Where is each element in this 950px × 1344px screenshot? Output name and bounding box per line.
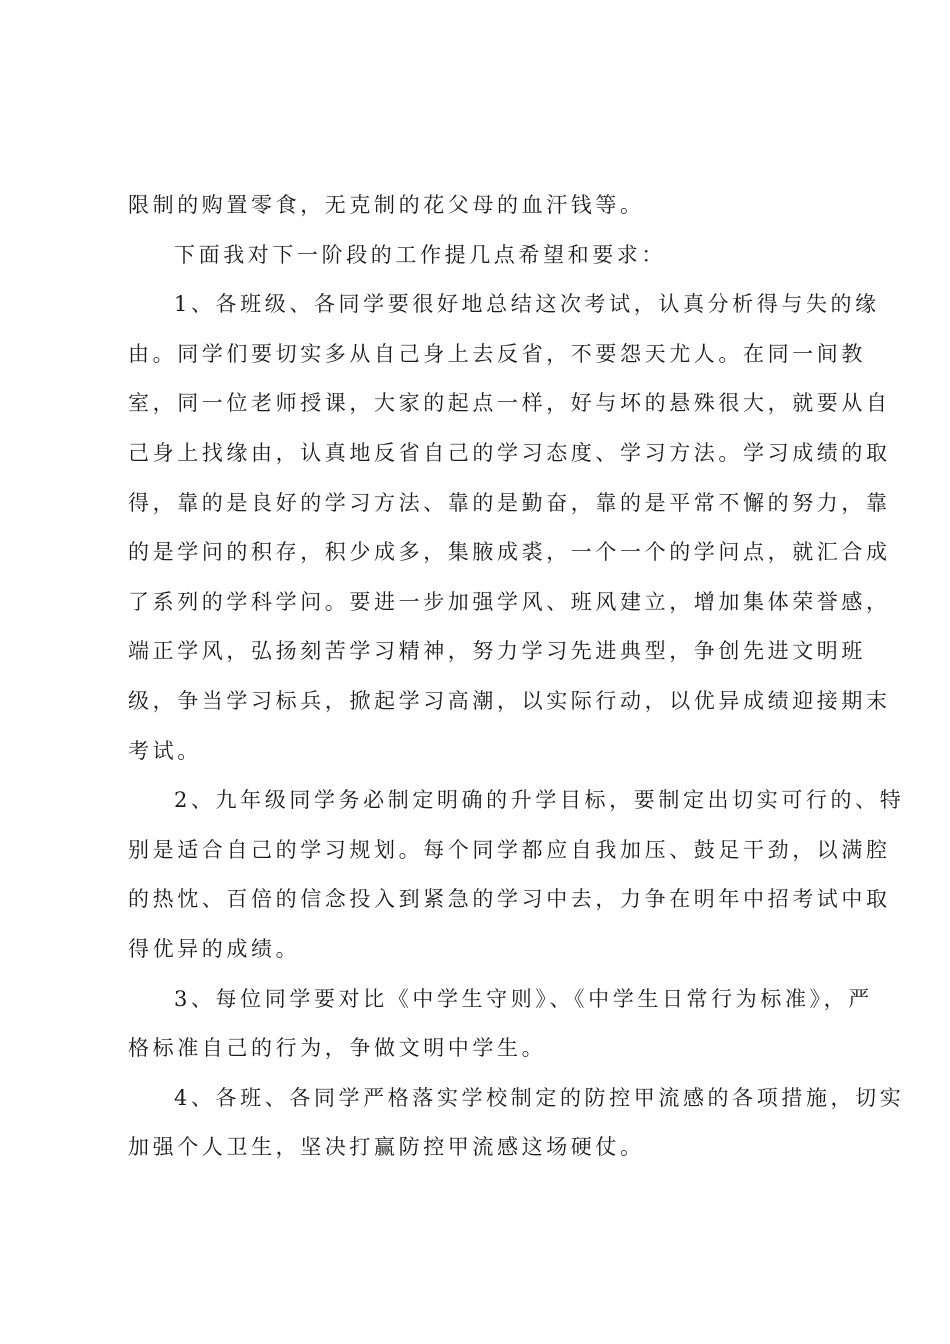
paragraph-item-4-start: 4、各班、各同学严格落实学校制定的防控甲流感的各项措施，切实 bbox=[174, 1085, 905, 1110]
document-body bbox=[128, 181, 905, 1173]
text-line: 别是适合自己的学习规划。每个同学都应自我加压、鼓足干劲，以满腔 bbox=[128, 837, 891, 862]
text-line: 的是学问的积存，积少成多，集腋成裘，一个一个的学问点，就汇合成 bbox=[128, 540, 891, 565]
text-line: 己身上找缘由，认真地反省自己的学习态度、学习方法。学习成绩的取 bbox=[128, 440, 891, 465]
paragraph-item-2-start: 2、九年级同学务必制定明确的升学目标，要制定出切实可行的、特 bbox=[174, 788, 905, 813]
text-line: 得优异的成绩。 bbox=[128, 936, 301, 961]
text-line: 室，同一位老师授课，大家的起点一样，好与坏的悬殊很大，就要从自 bbox=[128, 391, 891, 416]
text-line: 格标准自己的行为，争做文明中学生。 bbox=[128, 1036, 547, 1061]
paragraph-item-1-start: 1、各班级、各同学要很好地总结这次考试，认真分析得与失的缘 bbox=[174, 292, 880, 317]
text-line: 端正学风，弘扬刻苦学习精神，努力学习先进典型，争创先进文明班 bbox=[128, 639, 866, 664]
text-line: 限制的购置零食，无克制的花父母的血汗钱等。 bbox=[128, 193, 645, 217]
text-line: 考试。 bbox=[128, 738, 202, 763]
text-line: 得，靠的是良好的学习方法、靠的是勤奋，靠的是平常不懈的努力，靠 bbox=[128, 490, 891, 515]
paragraph-intro: 下面我对下一阶段的工作提几点希望和要求： bbox=[174, 242, 666, 267]
text-line: 的热忱、百倍的信念投入到紧急的学习中去，力争在明年中招考试中取 bbox=[128, 887, 891, 912]
text-line: 了系列的学科学问。要进一步加强学风、班风建立，增加集体荣誉感， bbox=[128, 589, 891, 614]
text-line: 由。同学们要切实多从自己身上去反省，不要怨天尤人。在同一间教 bbox=[128, 341, 866, 366]
text-line: 加强个人卫生，坚决打赢防控甲流感这场硬仗。 bbox=[128, 1135, 645, 1160]
paragraph-item-3-start: 3、每位同学要对比《中学生守则》、《中学生日常行为标准》，严 bbox=[174, 986, 873, 1011]
text-line: 级，争当学习标兵，掀起学习高潮，以实际行动，以优异成绩迎接期末 bbox=[128, 688, 891, 713]
